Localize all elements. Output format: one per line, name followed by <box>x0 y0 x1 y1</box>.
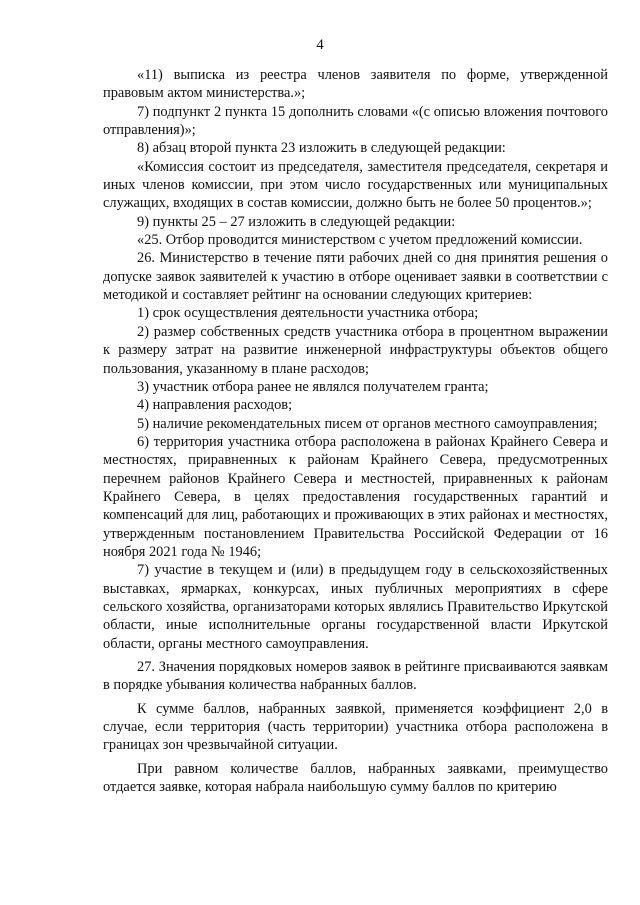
criterion-6: 6) территория участника отбора расположена в районах Крайнего Севера и местностях, приравненных к районам Крайнего Севера, предусмотренных перечнем районов Крайнего Севера и местностей, приравненных к районам Крайнего Севера, в целях предоставления государственных гарантий и компенсаций для лиц, работающих и проживающих в этих районах и местностях, утвержденным постановлением Правительства Российской Федерации от 16 ноября 2021 года № 1946; <box>103 433 608 560</box>
paragraph-amendment-7: 7) подпункт 2 пункта 15 дополнить словами «(с описью вложения почтового отправления)»; <box>103 103 608 139</box>
paragraph-clause-27: 27. Значения порядковых номеров заявок в рейтинге присваиваются заявкам в порядке убывания количества набранных баллов. <box>103 659 608 694</box>
paragraph-coefficient: К сумме баллов, набранных заявкой, применяется коэффициент 2,0 в случае, если территория (часть территории) участника отбора расположена в границах зон чрезвычайной ситуации. <box>103 700 608 754</box>
criterion-4: 4) направления расходов; <box>137 397 293 414</box>
criterion-3: 3) участник отбора ранее не являлся получателем гранта; <box>137 378 489 395</box>
paragraph-equal-scores: При равном количестве баллов, набранных заявками, преимущество отдается заявке, которая набрала наибольшую сумму баллов по критерию <box>103 760 608 796</box>
page-number: 4 <box>316 37 324 53</box>
criterion-5: 5) наличие рекомендательных писем от органов местного самоуправления; <box>137 415 598 432</box>
paragraph-amendment-9: 9) пункты 25 – 27 изложить в следующей редакции: <box>137 213 456 230</box>
paragraph-clause-25: «25. Отбор проводится министерством с учетом предложений комиссии. <box>137 232 583 249</box>
paragraph-clause-26: 26. Министерство в течение пяти рабочих дней со дня принятия решения о допуске заявок заявителей к участию в отборе оценивает заявки в соответствии с методикой и составляет рейтинг на основании следующих критериев: <box>103 250 608 304</box>
document-body <box>103 66 608 796</box>
paragraph-amendment-8: 8) абзац второй пункта 23 изложить в следующей редакции: <box>137 140 506 157</box>
paragraph-item-11-excerpt: «11) выписка из реестра членов заявителя по форме, утвержденной правовым актом министерства.»; <box>103 67 608 102</box>
criterion-2: 2) размер собственных средств участника отбора в процентном выражении к размеру затрат на развитие инженерной инфраструктуры объектов общего пользования, указанному в плане расходов; <box>103 323 608 377</box>
criterion-7: 7) участие в текущем и (или) в предыдущем году в сельскохозяйственных выставках, ярмарках, конкурсах, иных публичных мероприятиях в сфере сельского хозяйства, организаторами которых являлись Правительство Иркутской области, иные исполнительные органы государственной власти Иркутской области, органы местного самоуправления. <box>103 562 608 652</box>
paragraph-commission-composition: «Комиссия состоит из председателя, заместителя председателя, секретаря и иных членов комиссии, при этом число государственных или муниципальных служащих, входящих в состав комиссии, должно быть не более 50 процентов.»; <box>103 158 608 212</box>
criterion-1: 1) срок осуществления деятельности участника отбора; <box>137 305 479 322</box>
